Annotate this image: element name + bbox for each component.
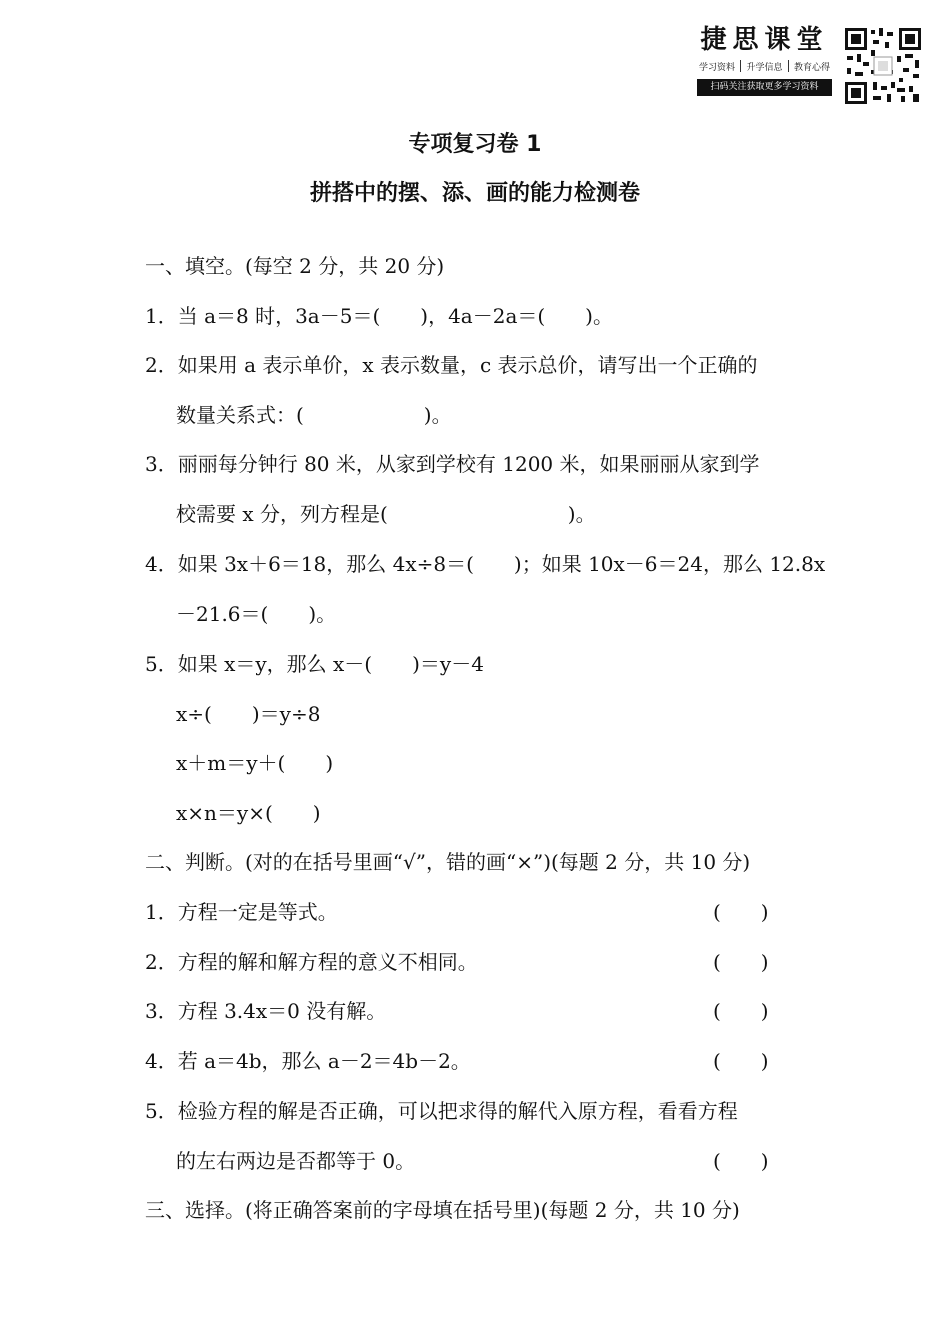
brand-tags [697, 60, 832, 73]
section-1-heading: 一、填空。(每空 2 分，共 20 分) [145, 254, 445, 278]
question-4-line-1: 4．如果 3x＋6＝18，那么 4x÷8＝( )；如果 10x－6＝24，那么 12.8x [145, 552, 826, 576]
question-5-line-4: x×n＝y×( ) [176, 801, 321, 825]
brand-logo [697, 22, 832, 96]
question-3-line-1: 3．丽丽每分钟行 80 米，从家到学校有 1200 米，如果丽丽从家到学 [145, 452, 760, 476]
judgment-item: 4．若 a＝4b，那么 a－2＝4b－2。 [145, 1049, 471, 1073]
tag-divider [740, 60, 741, 72]
section-2-heading: 二、判断。(对的在括号里画“√”，错的画“×”)(每题 2 分，共 10 分) [145, 850, 751, 874]
brand-tag: 升学信息 [746, 63, 783, 73]
question-5-line-2: x÷( )＝y÷8 [176, 702, 321, 726]
question-3-line-2: 校需要 x 分，列方程是( )。 [176, 502, 596, 526]
brand-tag: 学习资料 [699, 63, 736, 73]
question-5-line-3: x＋m＝y＋( ) [176, 751, 334, 775]
brand-tag: 教育心得 [793, 63, 830, 73]
judgment-item: 2．方程的解和解方程的意义不相同。 [145, 950, 478, 974]
answer-blank: ( ) [713, 900, 769, 924]
question-1: 1．当 a＝8 时，3a－5＝( )，4a－2a＝( )。 [145, 304, 613, 328]
answer-blank: ( ) [713, 1049, 769, 1073]
question-5-line-1: 5．如果 x＝y，那么 x－( )＝y－4 [145, 652, 484, 676]
judgment-item: 3．方程 3.4x＝0 没有解。 [145, 999, 387, 1023]
title-line-2: 拼搭中的摆、添、画的能力检测卷 [309, 181, 640, 206]
brand-slogan: 扫码关注获取更多学习资料 [697, 79, 832, 96]
judgment-item: 1．方程一定是等式。 [145, 900, 338, 924]
judgment-item-continued: 的左右两边是否都等于 0。 [176, 1149, 416, 1173]
question-2-line-2: 数量关系式：( )。 [176, 403, 452, 427]
brand-name: 捷思课堂 [700, 25, 829, 55]
tag-divider [788, 60, 789, 72]
answer-blank: ( ) [713, 999, 769, 1023]
answer-blank: ( ) [713, 1149, 769, 1173]
title-line-1: 专项复习卷 1 [408, 132, 542, 157]
section-3-heading: 三、选择。(将正确答案前的字母填在括号里)(每题 2 分，共 10 分) [145, 1198, 740, 1222]
answer-blank: ( ) [713, 950, 769, 974]
question-2-line-1: 2．如果用 a 表示单价，x 表示数量，c 表示总价，请写出一个正确的 [145, 353, 758, 377]
judgment-item: 5．检验方程的解是否正确，可以把求得的解代入原方程，看看方程 [145, 1099, 738, 1123]
qr-code-icon [843, 26, 923, 106]
question-4-line-2: －21.6＝( )。 [176, 602, 337, 626]
